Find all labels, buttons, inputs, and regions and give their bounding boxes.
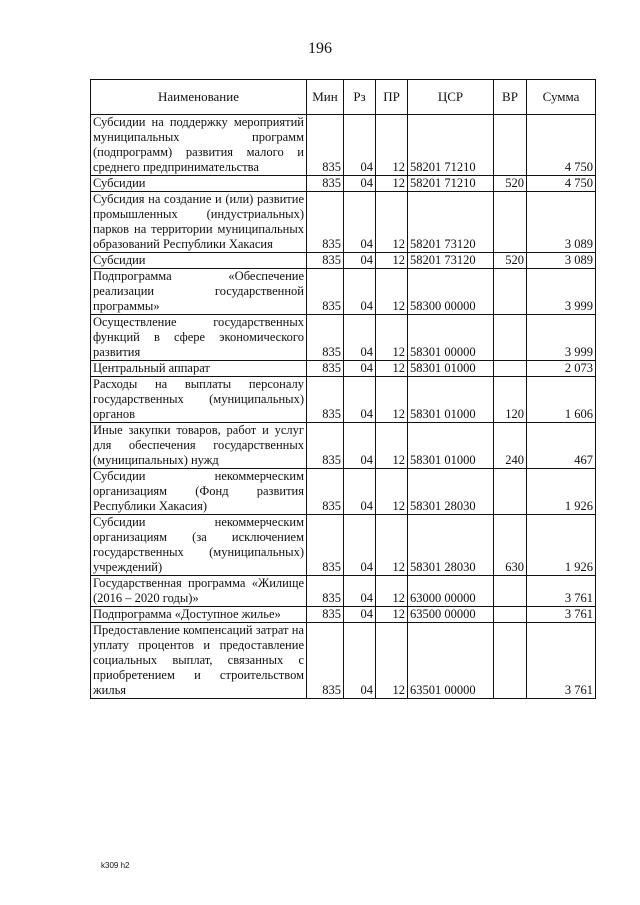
row-vr-cell bbox=[494, 115, 527, 176]
row-csr-cell: 63000 00000 bbox=[408, 576, 494, 607]
table-row bbox=[91, 315, 596, 361]
table-row bbox=[91, 515, 596, 576]
table-row bbox=[91, 423, 596, 469]
row-rz-cell: 04 bbox=[344, 269, 376, 315]
row-name-cell: Субсидии bbox=[91, 176, 307, 192]
row-min-cell: 835 bbox=[307, 515, 344, 576]
row-sum-cell: 3 999 bbox=[527, 315, 596, 361]
row-csr-cell: 58301 28030 bbox=[408, 469, 494, 515]
row-pr-cell: 12 bbox=[376, 115, 408, 176]
row-csr-cell: 58301 01000 bbox=[408, 423, 494, 469]
row-rz-cell: 04 bbox=[344, 361, 376, 377]
row-pr-cell: 12 bbox=[376, 253, 408, 269]
header-min: Мин bbox=[307, 80, 344, 115]
row-csr-cell: 63501 00000 bbox=[408, 623, 494, 699]
row-vr-cell bbox=[494, 576, 527, 607]
row-min-cell: 835 bbox=[307, 361, 344, 377]
row-pr-cell: 12 bbox=[376, 176, 408, 192]
row-rz-cell: 04 bbox=[344, 377, 376, 423]
header-sum: Сумма bbox=[527, 80, 596, 115]
table-row bbox=[91, 115, 596, 176]
row-rz-cell: 04 bbox=[344, 469, 376, 515]
table-row bbox=[91, 469, 596, 515]
row-csr-cell: 58201 73120 bbox=[408, 253, 494, 269]
row-name-cell: Государственная программа «Жилище (2016 – 2020 годы)» bbox=[91, 576, 307, 607]
row-name-cell: Подпрограмма «Доступное жилье» bbox=[91, 607, 307, 623]
row-csr-cell: 58201 71210 bbox=[408, 115, 494, 176]
row-pr-cell: 12 bbox=[376, 423, 408, 469]
row-pr-cell: 12 bbox=[376, 623, 408, 699]
row-sum-cell: 4 750 bbox=[527, 115, 596, 176]
row-rz-cell: 04 bbox=[344, 515, 376, 576]
row-sum-cell: 3 999 bbox=[527, 269, 596, 315]
row-name-cell: Субсидии на поддержку мероприятий муниципальных программ (подпрограмм) развития малого и среднего предпринимательства bbox=[91, 115, 307, 176]
row-sum-cell: 3 089 bbox=[527, 253, 596, 269]
header-rz: Рз bbox=[344, 80, 376, 115]
table-row bbox=[91, 607, 596, 623]
row-min-cell: 835 bbox=[307, 423, 344, 469]
table-header-row bbox=[91, 80, 596, 115]
row-csr-cell: 58301 28030 bbox=[408, 515, 494, 576]
table-row bbox=[91, 176, 596, 192]
row-name-cell: Субсидия на создание и (или) развитие промышленных (индустриальных) парков на территории муниципальных образований Республики Хакасия bbox=[91, 192, 307, 253]
row-sum-cell: 2 073 bbox=[527, 361, 596, 377]
row-name-cell: Центральный аппарат bbox=[91, 361, 307, 377]
row-csr-cell: 58301 00000 bbox=[408, 315, 494, 361]
row-csr-cell: 58201 73120 bbox=[408, 192, 494, 253]
row-vr-cell: 520 bbox=[494, 176, 527, 192]
row-rz-cell: 04 bbox=[344, 315, 376, 361]
row-sum-cell: 3 761 bbox=[527, 576, 596, 607]
row-pr-cell: 12 bbox=[376, 361, 408, 377]
row-csr-cell: 58300 00000 bbox=[408, 269, 494, 315]
row-sum-cell: 3 761 bbox=[527, 607, 596, 623]
row-vr-cell: 120 bbox=[494, 377, 527, 423]
table-row bbox=[91, 377, 596, 423]
row-rz-cell: 04 bbox=[344, 607, 376, 623]
row-rz-cell: 04 bbox=[344, 623, 376, 699]
row-sum-cell: 1 926 bbox=[527, 515, 596, 576]
table-row bbox=[91, 192, 596, 253]
row-vr-cell bbox=[494, 623, 527, 699]
row-vr-cell: 520 bbox=[494, 253, 527, 269]
row-pr-cell: 12 bbox=[376, 576, 408, 607]
footer-code: k309 h2 bbox=[101, 861, 130, 870]
row-pr-cell: 12 bbox=[376, 269, 408, 315]
row-pr-cell: 12 bbox=[376, 469, 408, 515]
row-csr-cell: 63500 00000 bbox=[408, 607, 494, 623]
row-name-cell: Осуществление государственных функций в сфере экономического развития bbox=[91, 315, 307, 361]
row-min-cell: 835 bbox=[307, 315, 344, 361]
row-vr-cell bbox=[494, 269, 527, 315]
row-sum-cell: 3 761 bbox=[527, 623, 596, 699]
table-row bbox=[91, 253, 596, 269]
row-rz-cell: 04 bbox=[344, 192, 376, 253]
row-sum-cell: 467 bbox=[527, 423, 596, 469]
row-pr-cell: 12 bbox=[376, 607, 408, 623]
row-rz-cell: 04 bbox=[344, 115, 376, 176]
row-vr-cell bbox=[494, 192, 527, 253]
row-vr-cell bbox=[494, 315, 527, 361]
table-row bbox=[91, 623, 596, 699]
row-pr-cell: 12 bbox=[376, 515, 408, 576]
row-min-cell: 835 bbox=[307, 115, 344, 176]
row-name-cell: Подпрограмма «Обеспечение реализации государственной программы» bbox=[91, 269, 307, 315]
row-sum-cell: 1 606 bbox=[527, 377, 596, 423]
row-min-cell: 835 bbox=[307, 623, 344, 699]
row-name-cell: Иные закупки товаров, работ и услуг для обеспечения государственных (муниципальных) нужд bbox=[91, 423, 307, 469]
row-rz-cell: 04 bbox=[344, 423, 376, 469]
table-row bbox=[91, 576, 596, 607]
header-vr: ВР bbox=[494, 80, 527, 115]
page-number: 196 bbox=[308, 40, 332, 57]
row-min-cell: 835 bbox=[307, 176, 344, 192]
row-pr-cell: 12 bbox=[376, 192, 408, 253]
header-name: Наименование bbox=[91, 80, 307, 115]
row-name-cell: Субсидии bbox=[91, 253, 307, 269]
row-min-cell: 835 bbox=[307, 469, 344, 515]
row-min-cell: 835 bbox=[307, 192, 344, 253]
row-min-cell: 835 bbox=[307, 377, 344, 423]
row-vr-cell bbox=[494, 469, 527, 515]
row-csr-cell: 58301 01000 bbox=[408, 377, 494, 423]
row-vr-cell: 240 bbox=[494, 423, 527, 469]
row-pr-cell: 12 bbox=[376, 377, 408, 423]
row-min-cell: 835 bbox=[307, 253, 344, 269]
row-vr-cell bbox=[494, 361, 527, 377]
row-min-cell: 835 bbox=[307, 269, 344, 315]
row-sum-cell: 3 089 bbox=[527, 192, 596, 253]
row-min-cell: 835 bbox=[307, 576, 344, 607]
row-min-cell: 835 bbox=[307, 607, 344, 623]
row-rz-cell: 04 bbox=[344, 576, 376, 607]
row-rz-cell: 04 bbox=[344, 176, 376, 192]
header-csr: ЦСР bbox=[408, 80, 494, 115]
row-rz-cell: 04 bbox=[344, 253, 376, 269]
row-pr-cell: 12 bbox=[376, 315, 408, 361]
table-row bbox=[91, 269, 596, 315]
row-csr-cell: 58301 01000 bbox=[408, 361, 494, 377]
header-pr: ПР bbox=[376, 80, 408, 115]
row-csr-cell: 58201 71210 bbox=[408, 176, 494, 192]
row-name-cell: Расходы на выплаты персоналу государственных (муниципальных) органов bbox=[91, 377, 307, 423]
row-name-cell: Предоставление компенсаций затрат на уплату процентов и предоставление социальных выплат, связанных с приобретением и строительством жилья bbox=[91, 623, 307, 699]
row-name-cell: Субсидии некоммерческим организациям (Фонд развития Республики Хакасия) bbox=[91, 469, 307, 515]
row-name-cell: Субсидии некоммерческим организациям (за исключением государственных (муниципальных) учреждений) bbox=[91, 515, 307, 576]
row-vr-cell bbox=[494, 607, 527, 623]
budget-table bbox=[90, 79, 596, 699]
row-sum-cell: 4 750 bbox=[527, 176, 596, 192]
table-row bbox=[91, 361, 596, 377]
row-vr-cell: 630 bbox=[494, 515, 527, 576]
row-sum-cell: 1 926 bbox=[527, 469, 596, 515]
